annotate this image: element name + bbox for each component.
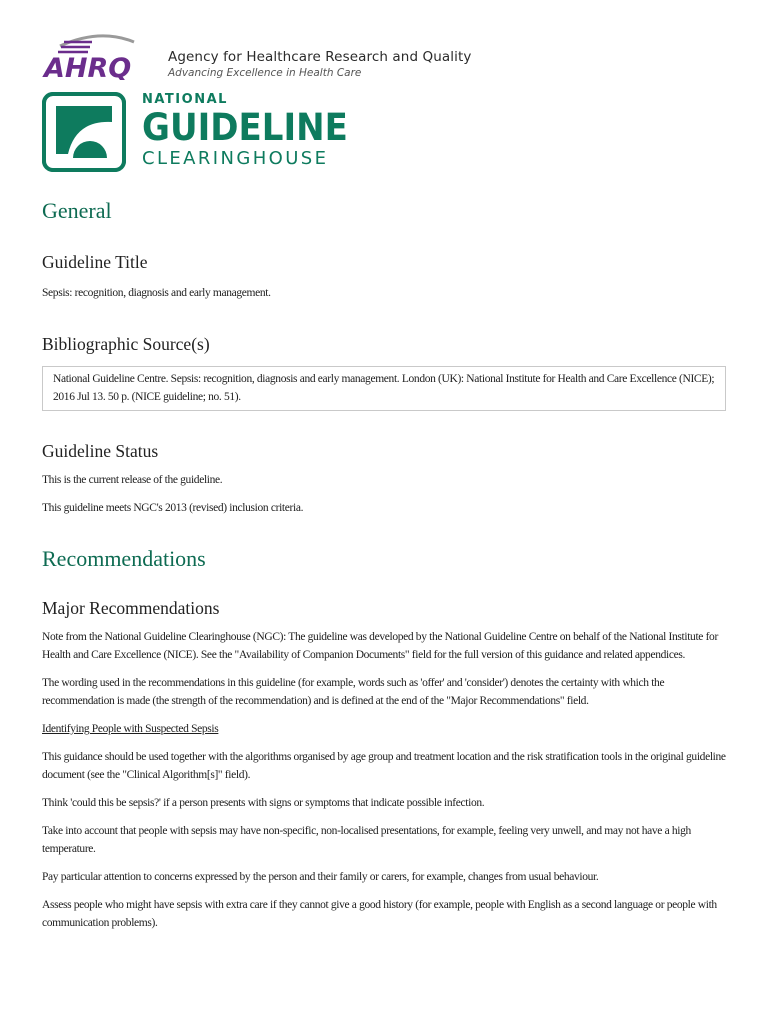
bibliographic-source-value: National Guideline Centre. Sepsis: recognition, diagnosis and early management. London (UK): National Institute for Health and Care Excellence (NICE); 2016 Jul 13. 50 p. (NICE guideline; no. 51). [53,373,715,403]
recommendation-paragraph: Think 'could this be sepsis?' if a person presents with signs or symptoms that indicate possible infection. [42,797,485,809]
agency-name: Agency for Healthcare Research and Quality [168,49,472,65]
ngc-wordmark [142,92,366,170]
recommendation-paragraph: The wording used in the recommendations in this guideline (for example, words such as 'offer' and 'consider') denotes the certainty with which the recommendation is made (the strength of the recommendation) and is defined at the end of the "Major Recommendations" field. [42,677,665,707]
field-heading-title: Guideline Title [42,252,148,272]
ngc-mark-icon [42,92,126,172]
agency-tagline: Advancing Excellence in Health Care [168,67,362,79]
status-line-1: This is the current release of the guideline. [42,474,223,486]
recommendation-paragraph: Assess people who might have sepsis with extra care if they cannot give a good history (for example, people with English as a second language or people with communication problems). [42,899,717,929]
field-heading-bibliographic: Bibliographic Source(s) [42,334,210,354]
recommendation-paragraph: Take into account that people with sepsis may have non-specific, non-localised presentations, for example, feeling very unwell, and may not have a high temperature. [42,825,691,855]
ngc-guideline: GUIDELINE [142,106,348,149]
ngc-clearinghouse: CLEARINGHOUSE [142,148,329,169]
ahrq-logo-text: AHRQ [44,53,132,80]
section-heading-recommendations: Recommendations [42,546,206,571]
ahrq-logo [42,34,162,80]
recommendation-paragraph: Pay particular attention to concerns expressed by the person and their family or carers, for example, changes from usual behaviour. [42,871,599,883]
field-heading-status: Guideline Status [42,441,159,461]
ahrq-header [42,34,502,84]
ngc-national: NATIONAL [142,92,228,107]
field-heading-major-recommendations: Major Recommendations [42,598,220,618]
bibliographic-source-box [42,366,726,411]
guideline-title-value: Sepsis: recognition, diagnosis and early management. [42,287,271,299]
document-body [42,196,726,932]
ngc-logo [42,92,362,172]
subheading-suspected-sepsis: Identifying People with Suspected Sepsis [42,723,219,735]
status-line-2: This guideline meets NGC's 2013 (revised) inclusion criteria. [42,502,304,514]
recommendation-paragraph: This guidance should be used together with the algorithms organised by age group and treatment location and the risk stratification tools in the original guideline document (see the "Clinical Algorithm[s]" field). [42,751,726,781]
recommendation-paragraph: Note from the National Guideline Clearinghouse (NGC): The guideline was developed by the National Guideline Centre on behalf of the National Institute for Health and Care Excellence (NICE). See the "Availability of Companion Documents" field for the full version of this guidance and related appendices. [42,631,718,661]
section-heading-general: General [42,198,112,223]
ahrq-text-block [168,49,471,80]
